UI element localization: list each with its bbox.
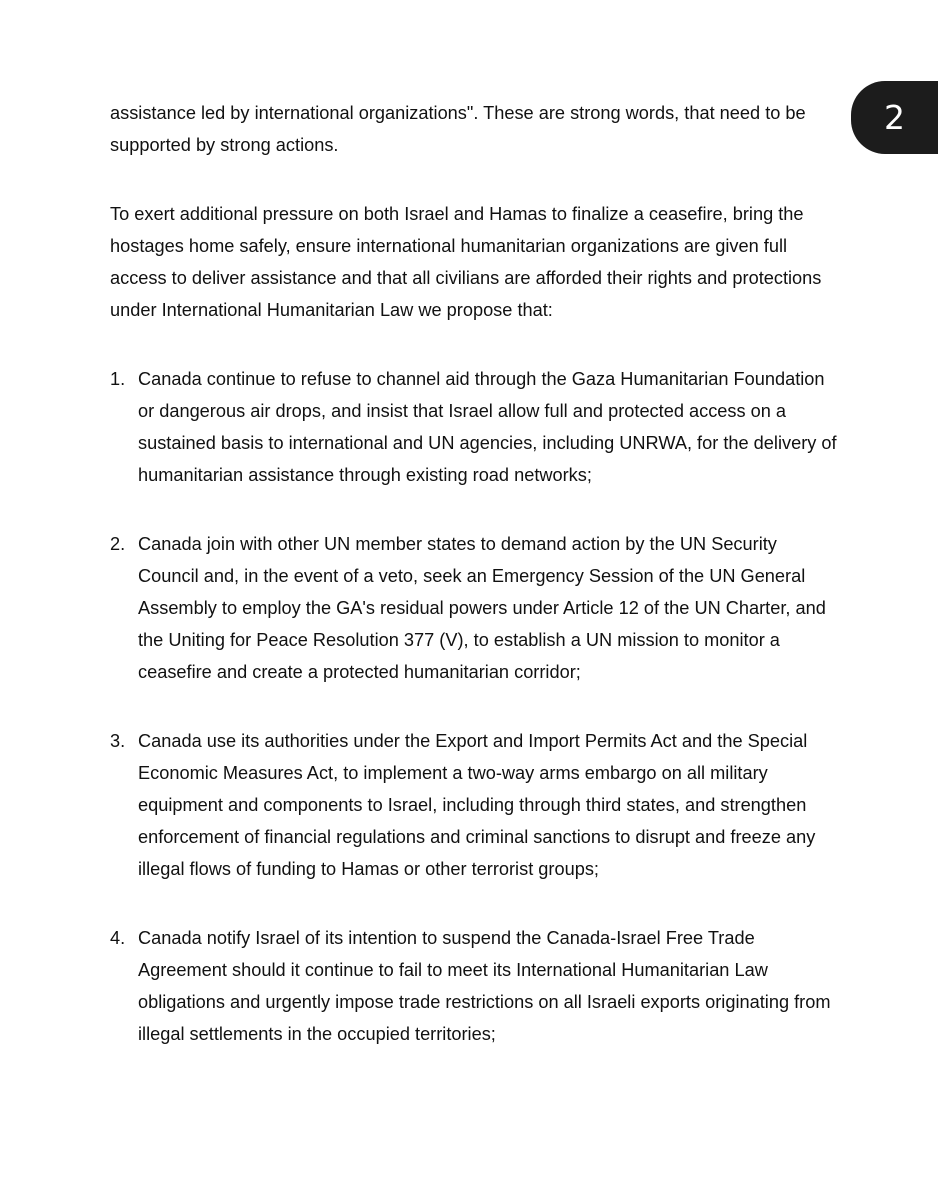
paragraph-continuation: assistance led by international organizations". These are strong words, that need to be supported by strong actions. — [110, 103, 806, 155]
proposal-list — [110, 363, 840, 1050]
list-item — [110, 725, 840, 885]
list-item-text: Canada join with other UN member states to demand action by the UN Security Council and, in the event of a veto, seek an Emergency Session of the UN General Assembly to employ the GA's residual powers under Article 12 of the UN Charter, and the Uniting for Peace Resolution 377 (V), to establish a UN mission to monitor a ceasefire and create a protected humanitarian corridor; — [138, 534, 826, 682]
paragraph-intro: To exert additional pressure on both Israel and Hamas to finalize a ceasefire, bring the hostages home safely, ensure international humanitarian organizations are given full access to deliver assistance and that all civilians are afforded their rights and protections under International Humanitarian Law we propose that: — [110, 204, 822, 320]
list-item — [110, 922, 840, 1050]
list-item-number: 1. — [110, 369, 126, 389]
list-item-text: Canada notify Israel of its intention to suspend the Canada-Israel Free Trade Agreement should it continue to fail to meet its International Humanitarian Law obligations and urgently impose trade restrictions on all Israeli exports originating from illegal settlements in the occupied territories; — [138, 928, 831, 1044]
document-body — [110, 97, 840, 1087]
list-item-text: Canada use its authorities under the Export and Import Permits Act and the Special Economic Measures Act, to implement a two-way arms embargo on all military equipment and components to Israel, including through third states, and strengthen enforcement of financial regulations and criminal sanctions to disrupt and freeze any illegal flows of funding to Hamas or other terrorist groups; — [138, 731, 816, 879]
list-item-number: 4. — [110, 928, 126, 948]
page-number: 2 — [884, 98, 905, 137]
list-item — [110, 363, 840, 491]
list-item-number: 3. — [110, 731, 126, 751]
list-item — [110, 528, 840, 688]
list-item-number: 2. — [110, 534, 126, 554]
list-item-text: Canada continue to refuse to channel aid through the Gaza Humanitarian Foundation or dangerous air drops, and insist that Israel allow full and protected access on a sustained basis to international and UN agencies, including UNRWA, for the delivery of humanitarian assistance through existing road networks; — [138, 369, 837, 485]
